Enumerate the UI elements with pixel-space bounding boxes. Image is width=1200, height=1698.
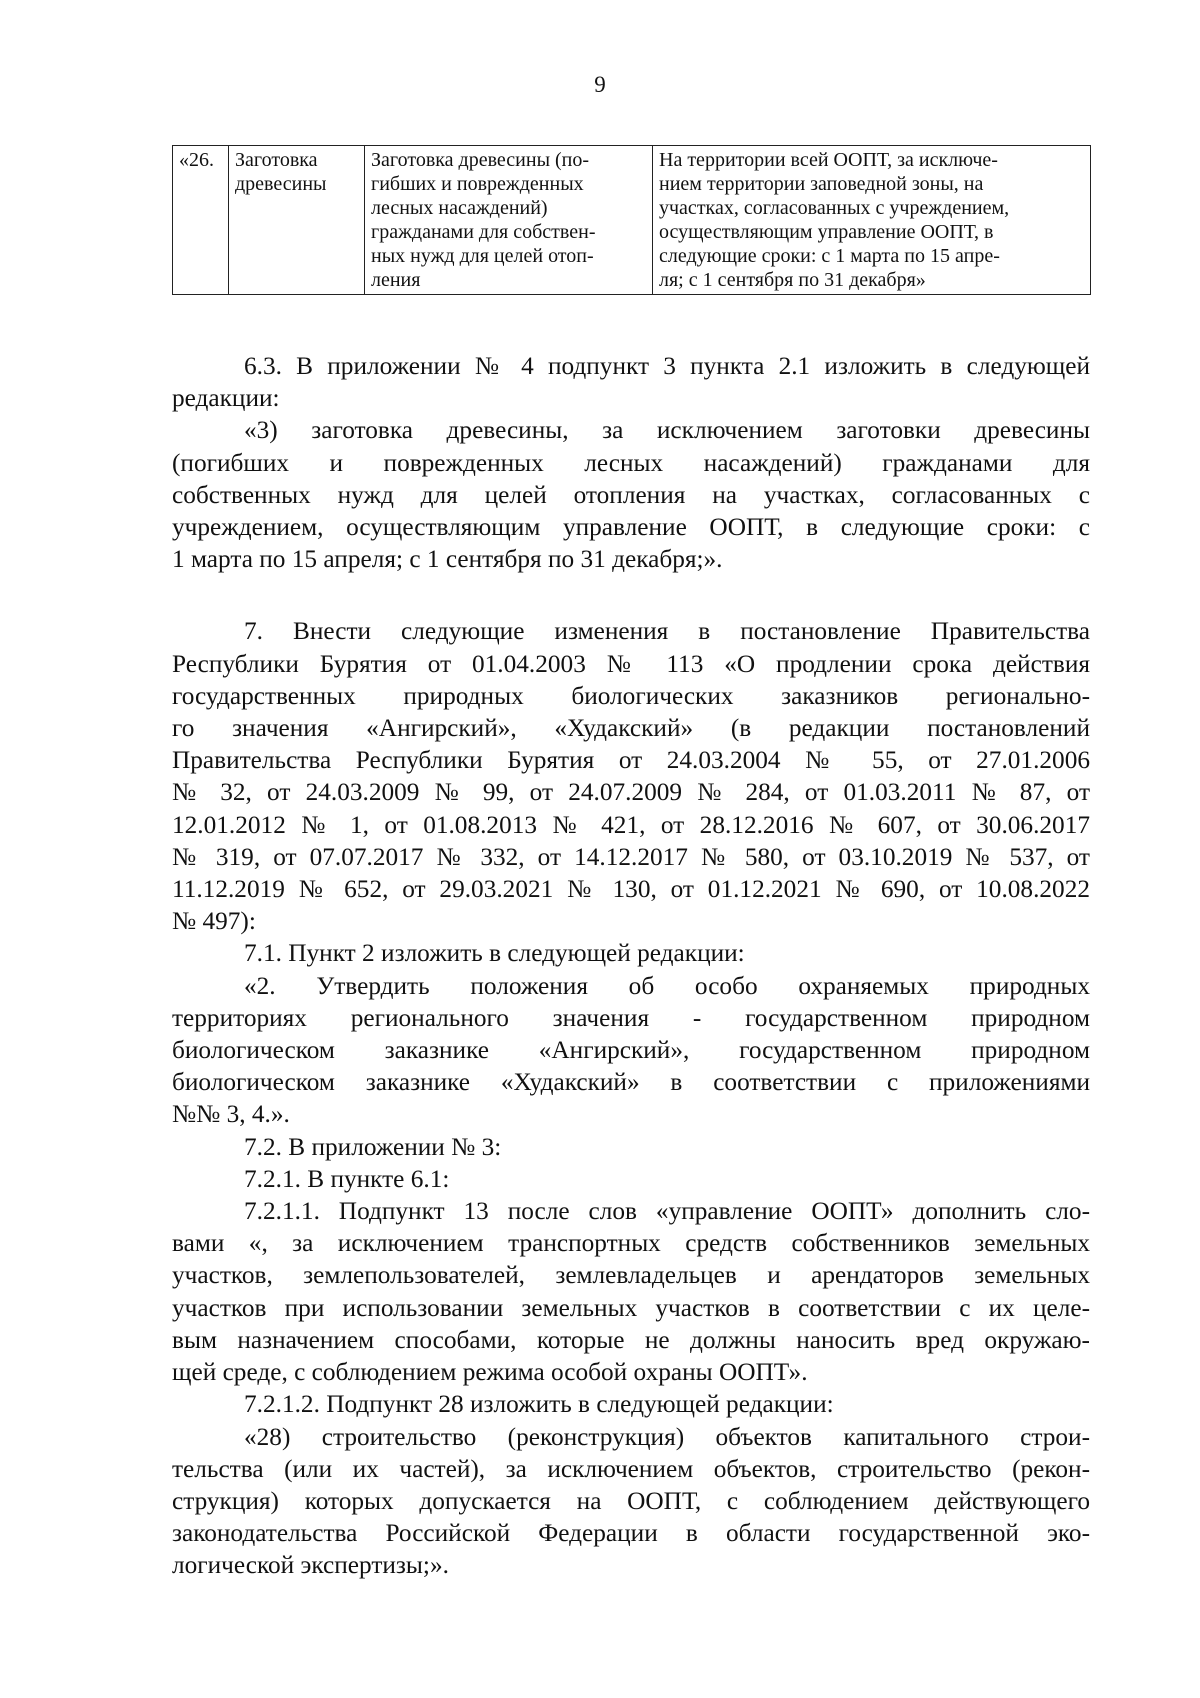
text-line: 12.01.2012 № 1, от 01.08.2013 № 421, от 28.12.2016 № 607, от 30.06.2017 [172, 810, 1090, 839]
text-line: го значения «Ангирский», «Худакский» (в редакции постановлений [172, 714, 1090, 743]
cell-line: Заготовка древесины (по- [371, 149, 590, 171]
paragraph-6-3-text [172, 414, 1090, 575]
text-line: №№ 3, 4.». [172, 1100, 290, 1129]
text-line: 7.2. В приложении № 3: [244, 1132, 502, 1161]
territory-cell [653, 146, 1091, 295]
cell-line: гражданами для собствен- [371, 221, 596, 243]
text-line: логической экспертизы;». [172, 1551, 449, 1580]
paragraph-7-2-1-1 [172, 1195, 1090, 1388]
table-row [173, 146, 1091, 295]
text-line: № 319, от 07.07.2017 № 332, от 14.12.2017 № 580, от 03.10.2019 № 537, от [172, 842, 1090, 871]
paragraph-7-2-1-2-text [172, 1421, 1090, 1582]
cell-line: следующие сроки: с 1 марта по 15 апре- [659, 245, 1000, 267]
text-line: участков при использовании земельных участков в соответствии с их целе- [172, 1293, 1090, 1322]
cell-line: нием территории заповедной зоны, на [659, 173, 984, 195]
text-line: собственных нужд для целей отопления на участках, согласованных с [172, 480, 1090, 509]
paragraph-7 [172, 615, 1090, 937]
cell-line: древесины [235, 173, 327, 195]
text-line: биологическом заказнике «Ангирский», государственном природном [172, 1036, 1090, 1065]
text-line: государственных природных биологических заказников регионально- [172, 681, 1090, 710]
cell-line: На территории всей ООПТ, за исключе- [659, 149, 998, 171]
paragraph-7-1 [172, 937, 1090, 969]
text-line: 7.1. Пункт 2 изложить в следующей редакции: [244, 939, 745, 968]
text-line: 11.12.2019 № 652, от 29.03.2021 № 130, от 01.12.2021 № 690, от 10.08.2022 [172, 875, 1090, 904]
text-line: учреждением, осуществляющим управление ООПТ, в следующие сроки: с [172, 513, 1090, 542]
text-line: 6.3. В приложении № 4 подпункт 3 пункта 2.1 изложить в следующей [244, 352, 1090, 380]
paragraph-7-1-text [172, 970, 1090, 1131]
cell-line: гибших и поврежденных [371, 173, 584, 195]
row-number-cell [173, 146, 229, 295]
page-number: 9 [594, 72, 606, 97]
text-line: щей среде, с соблюдением режима особой охраны ООПТ». [172, 1358, 808, 1387]
description-cell [365, 146, 653, 295]
cell-line: участках, согласованных с учреждением, [659, 197, 1010, 219]
text-line: (погибших и поврежденных лесных насаждений) гражданами для [172, 448, 1090, 477]
text-line: струкция) которых допускается на ООПТ, с соблюдением действующего [172, 1486, 1090, 1515]
text-line: Республики Бурятия от 01.04.2003 № 113 «О продлении срока действия [172, 649, 1090, 678]
cell-line: ля; с 1 сентября по 31 декабря» [659, 269, 926, 291]
text-line: 7.2.1.2. Подпункт 28 изложить в следующей редакции: [244, 1390, 834, 1419]
cell-line: ления [371, 269, 421, 291]
text-line: «28) строительство (реконструкция) объектов капитального строи- [244, 1422, 1090, 1451]
text-line: участков, землепользователей, землевладельцев и арендаторов земельных [172, 1261, 1090, 1290]
text-line: 1 марта по 15 апреля; с 1 сентября по 31 декабря;». [172, 545, 723, 574]
text-line: 7. Внести следующие изменения в постановление Правительства [244, 617, 1090, 646]
text-line: «2. Утвердить положения об особо охраняемых природных [244, 971, 1090, 1000]
activity-cell [229, 146, 365, 295]
text-line: «3) заготовка древесины, за исключением заготовки древесины [244, 416, 1090, 445]
cell-line: ных нужд для целей отоп- [371, 245, 594, 267]
text-line: вами «, за исключением транспортных средств собственников земельных [172, 1229, 1090, 1258]
paragraph-7-2-1-2 [172, 1388, 1090, 1420]
cell-line: осуществляющим управление ООПТ, в [659, 221, 994, 243]
text-line: 7.2.1. В пункте 6.1: [244, 1164, 450, 1193]
text-line: тельства (или их частей), за исключением объектов, строительство (рекон- [172, 1454, 1090, 1483]
text-line: вым назначением способами, которые не должны наносить вред окружаю- [172, 1325, 1090, 1354]
paragraph-gap [172, 575, 1090, 615]
paragraph-7-2 [172, 1131, 1090, 1163]
cell-line: лесных насаждений) [371, 197, 548, 219]
regime-table [172, 145, 1091, 295]
paragraph-7-2-1 [172, 1163, 1090, 1195]
text-line: № 497): [172, 907, 256, 936]
cell-line: Заготовка [235, 149, 318, 171]
row-number: «26. [179, 149, 214, 171]
text-line: территориях регионального значения - государственном природном [172, 1003, 1090, 1032]
text-line: № 32, от 24.03.2009 № 99, от 24.07.2009 № 284, от 01.03.2011 № 87, от [172, 778, 1090, 807]
text-line: законодательства Российской Федерации в области государственной эко- [172, 1519, 1090, 1548]
text-line: Правительства Республики Бурятия от 24.03.2004 № 55, от 27.01.2006 [172, 746, 1090, 775]
document-body [172, 350, 1090, 1582]
text-line: редакции: [172, 384, 280, 413]
text-line: 7.2.1.1. Подпункт 13 после слов «управление ООПТ» дополнить сло- [244, 1197, 1090, 1226]
text-line: биологическом заказнике «Худакский» в соответствии с приложениями [172, 1068, 1090, 1097]
paragraph-6-3 [172, 350, 1090, 414]
